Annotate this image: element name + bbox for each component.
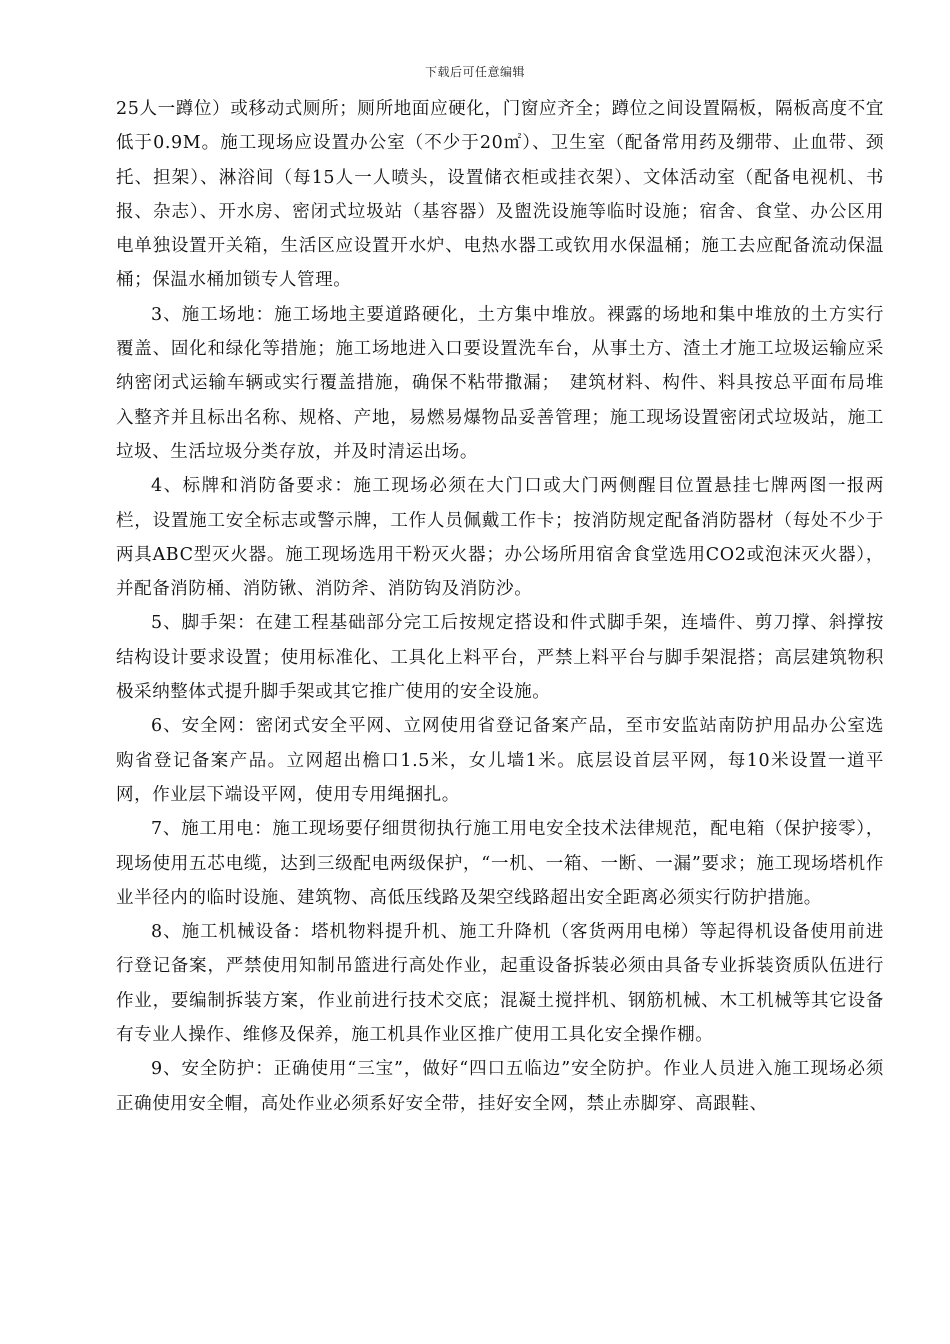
- paragraph-electricity: 7、施工用电：施工现场要仔细贯彻执行施工用电安全技术法律规范，配电箱（保护接零），现场使用五芯电缆，达到三级配电两级保护，“一机、一箱、一断、一漏”要求；施工现场塔机作业半径内的临时设施、建筑物、高低压线路及架空线路超出安全距离必须实行防护措施。: [116, 819, 884, 908]
- paragraph-safety-protection: 9、安全防护：正确使用“三宝”，做好“四口五临边”安全防护。作业人员进入施工现场必须正确使用安全帽，高处作业必须系好安全带，挂好安全网，禁止赤脚穿、高跟鞋、: [116, 1059, 884, 1114]
- paragraph-scaffolding: 5、脚手架：在建工程基础部分完工后按规定搭设和件式脚手架，连墙件、剪刀撑、斜撑按结构设计要求设置；使用标准化、工具化上料平台，严禁上料平台与脚手架混搭；高层建筑物积极采纳整体式提升脚手架或其它推广使用的安全设施。: [116, 613, 884, 703]
- paragraph-signage-fire-safety: 4、标牌和消防备要求：施工现场必须在大门口或大门两侧醒目位置悬挂七牌两图一报两栏，设置施工安全标志或警示牌，工作人员佩戴工作卡；按消防规定配备消防器材（每处不少于两具ABC型灭火器。施工现场选用干粉灭火器；办公场所用宿舍食堂选用CO2或泡沫灭火器），并配备消防桶、消防锹、消防斧、消防钩及消防沙。: [116, 476, 884, 600]
- paragraph-safety-net: 6、安全网：密闭式安全平网、立网使用省登记备案产品，至市安监站南防护用品办公室选购省登记备案产品。立网超出檐口1.5米，女儿墙1米。底层设首层平网，每10米设置一道平网，作业层下端设平网，使用专用绳捆扎。: [116, 716, 884, 805]
- page-header: 下载后可任意编辑: [424, 65, 525, 79]
- paragraph-construction-site: 3、施工场地：施工场地主要道路硬化，土方集中堆放。裸露的场地和集中堆放的土方实行覆盖、固化和绿化等措施；施工场地进入口要设置洗车台，从事土方、渣土才施工垃圾运输应采纳密闭式运输车辆或实行覆盖措施，确保不粘带撒漏； 建筑材料、构件、料具按总平面布局堆入整齐并且标出名称、规格、产地，易燃易爆物品妥善管理；施工现场设置密闭式垃圾站，施工垃圾、生活垃圾分类存放，并及时清运出场。: [116, 304, 884, 462]
- paragraph-sanitation-facilities: 25人一蹲位）或移动式厕所；厕所地面应硬化，门窗应齐全；蹲位之间设置隔板，隔板高度不宜低于0.9M。施工现场应设置办公室（不少于20㎡）、卫生室（配备常用药及绷带、止血带、颈托、担架）、淋浴间（每15人一人喷头，设置储衣柜或挂衣架）、文体活动室（配备电视机、书报、杂志）、开水房、密闭式垃圾站（基容器）及盥洗设施等临时设施；宿舍、食堂、办公区用电单独设置开关箱，生活区应设置开水炉、电热水器工或钦用水保温桶；施工去应配备流动保温桶；保温水桶加锁专人管理。: [116, 99, 884, 291]
- document-body: [116, 92, 884, 1121]
- paragraph-machinery: 8、施工机械设备：塔机物料提升机、施工升降机（客货两用电梯）等起得机设备使用前进行登记备案，严禁使用知制吊篮进行高处作业，起重设备拆装必须由具备专业拆装资质队伍进行作业，要编制拆装方案，作业前进行技术交底；混凝土搅拌机、钢筋机械、木工机械等其它设备有专业人操作、维修及保养，施工机具作业区推广使用工具化安全操作棚。: [116, 922, 884, 1046]
